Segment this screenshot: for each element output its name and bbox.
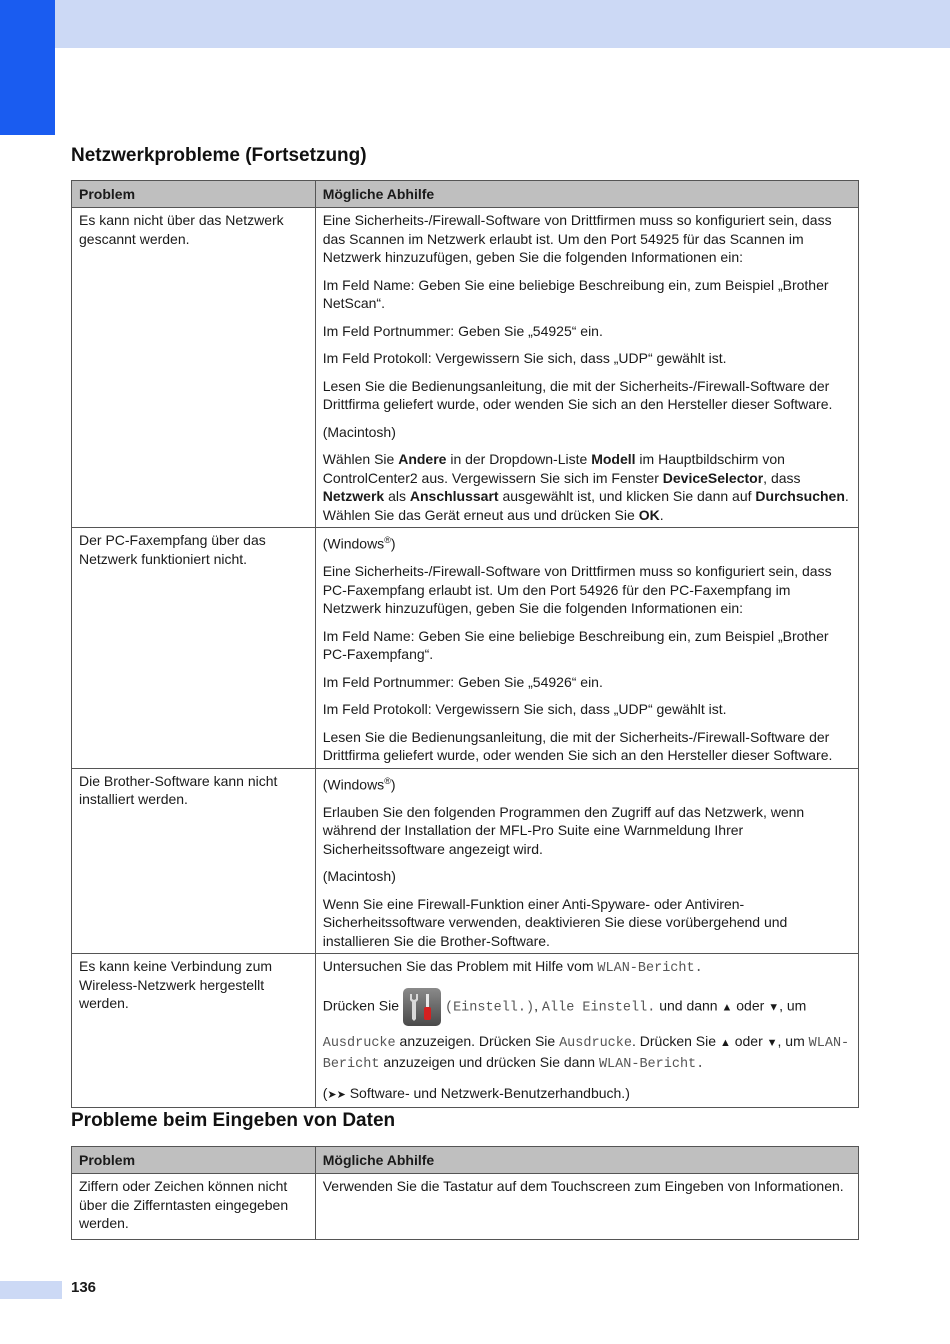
header-remedy: Mögliche Abhilfe [315, 181, 858, 208]
remedy-text: Ausdrucke anzuzeigen. Drücken Sie Ausdrucke. Drücken Sie ▲ oder ▼, um WLAN-Bericht anzuzeigen und drücken Sie dann WLAN-Bericht. [322, 1032, 850, 1073]
page-number: 136 [71, 1279, 97, 1296]
remedy-text: Erlauben Sie den folgenden Programmen den Zugriff auf das Netzwerk, wenn während der Installation der MFL-Pro Suite eine Warnmeldung Ihrer Sicherheitssoftware angezeigt wird. [322, 803, 805, 857]
chapter-tab [0, 0, 55, 135]
problem-cell: Es kann nicht über das Netzwerk gescannt werden. [72, 208, 316, 528]
page-number-bar [0, 1281, 62, 1299]
remedy-text: Untersuchen Sie das Problem mit Hilfe vom WLAN-Bericht. [322, 958, 703, 977]
settings-tools-icon [403, 988, 441, 1026]
header-problem: Problem [72, 1147, 316, 1174]
remedy-text: Eine Sicherheits-/Firewall-Software von Drittfirmen muss so konfiguriert sein, dass PC-Faxempfang erlaubt ist. Um den Port 54926 für den PC-Faxempfang im Netzwerk hinzuzufügen, geben Sie die folgenden Informationen ein: [322, 563, 832, 617]
remedy-cell [315, 208, 858, 528]
table-row [72, 954, 859, 1108]
input-problems-table [71, 1146, 859, 1240]
top-band [0, 0, 950, 48]
remedy-text: Im Feld Protokoll: Vergewissern Sie sich, dass „UDP“ gewählt ist. [322, 701, 727, 718]
table-row [72, 1174, 859, 1240]
remedy-text: Lesen Sie die Bedienungsanleitung, die mit der Sicherheits-/Firewall-Software der Drittfirma geliefert wurde, oder wenden Sie sich an den Hersteller dieser Software. [322, 728, 833, 764]
remedy-text: (Macintosh) [322, 423, 396, 440]
header-problem: Problem [72, 181, 316, 208]
reference-arrow-icon: ➤➤ [327, 1088, 346, 1101]
remedy-cell: Verwenden Sie die Tastatur auf dem Touchscreen zum Eingeben von Informationen. [315, 1174, 858, 1240]
remedy-text: (Windows®) [322, 775, 396, 793]
remedy-text: (➤➤ Software- und Netzwerk-Benutzerhandbuch.) [322, 1084, 630, 1101]
remedy-text: Im Feld Name: Geben Sie eine beliebige Beschreibung ein, zum Beispiel „Brother PC-Faxempfang“. [322, 627, 829, 663]
problem-cell: Ziffern oder Zeichen können nicht über die Zifferntasten eingegeben werden. [72, 1174, 316, 1240]
table-header-row [72, 181, 859, 208]
remedy-text: Lesen Sie die Bedienungsanleitung, die mit der Sicherheits-/Firewall-Software der Drittfirma geliefert wurde, oder wenden Sie sich an den Hersteller dieser Software. [322, 377, 833, 412]
table-header-row [72, 1147, 859, 1174]
problem-cell: Der PC-Faxempfang über das Netzwerk funktioniert nicht. [72, 528, 316, 769]
section-title-input: Probleme beim Eingeben von Daten [71, 1110, 396, 1131]
remedy-text: Eine Sicherheits-/Firewall-Software von Drittfirmen muss so konfiguriert sein, dass das Scannen im Netzwerk erlaubt ist. Um den Port 54925 für das Scannen im Netzwerk hinzuzufügen, geben Sie die folgenden Informationen ein: [322, 212, 832, 265]
remedy-text: Wenn Sie eine Firewall-Funktion einer Anti-Spyware- oder Antiviren-Sicherheitssoftware verwenden, deaktivieren Sie diese vorübergehend und installieren Sie die Brother-Software. [322, 895, 788, 949]
problem-cell: Die Brother-Software kann nicht installiert werden. [72, 768, 316, 954]
table-row [72, 528, 859, 769]
table-row [72, 768, 859, 954]
remedy-cell [315, 954, 858, 1108]
remedy-text: Im Feld Portnummer: Geben Sie „54926“ ein. [322, 673, 603, 690]
remedy-text: (Windows®) [322, 535, 396, 552]
remedy-text: Im Feld Name: Geben Sie eine beliebige Beschreibung ein, zum Beispiel „Brother NetScan“. [322, 276, 829, 311]
header-remedy: Mögliche Abhilfe [315, 1147, 858, 1174]
table-row [72, 208, 859, 528]
problem-cell: Es kann keine Verbindung zum Wireless-Netzwerk hergestellt werden. [72, 954, 316, 1108]
remedy-text: (Macintosh) [322, 868, 396, 885]
remedy-cell [315, 768, 858, 954]
remedy-cell [315, 528, 858, 769]
remedy-text: Drücken Sie (Einstell.), Alle Einstell. und dann ▲ oder ▼, um [323, 988, 851, 1026]
remedy-text: Im Feld Protokoll: Vergewissern Sie sich, dass „UDP“ gewählt ist. [322, 350, 727, 366]
remedy-text: Wählen Sie Andere in der Dropdown-Liste Modell im Hauptbildschirm von ControlCenter2 aus. Vergewissern Sie sich im Fenster DeviceSelector, dass Netzwerk als Anschlussart ausgewählt ist, und klicken Sie dann auf Durchsuchen. Wählen Sie das Gerät erneut aus und drücken Sie OK. [322, 451, 849, 523]
remedy-text: Im Feld Portnummer: Geben Sie „54925“ ein. [322, 322, 603, 339]
network-problems-table [71, 180, 859, 1108]
section-title-network: Netzwerkprobleme (Fortsetzung) [71, 145, 367, 166]
